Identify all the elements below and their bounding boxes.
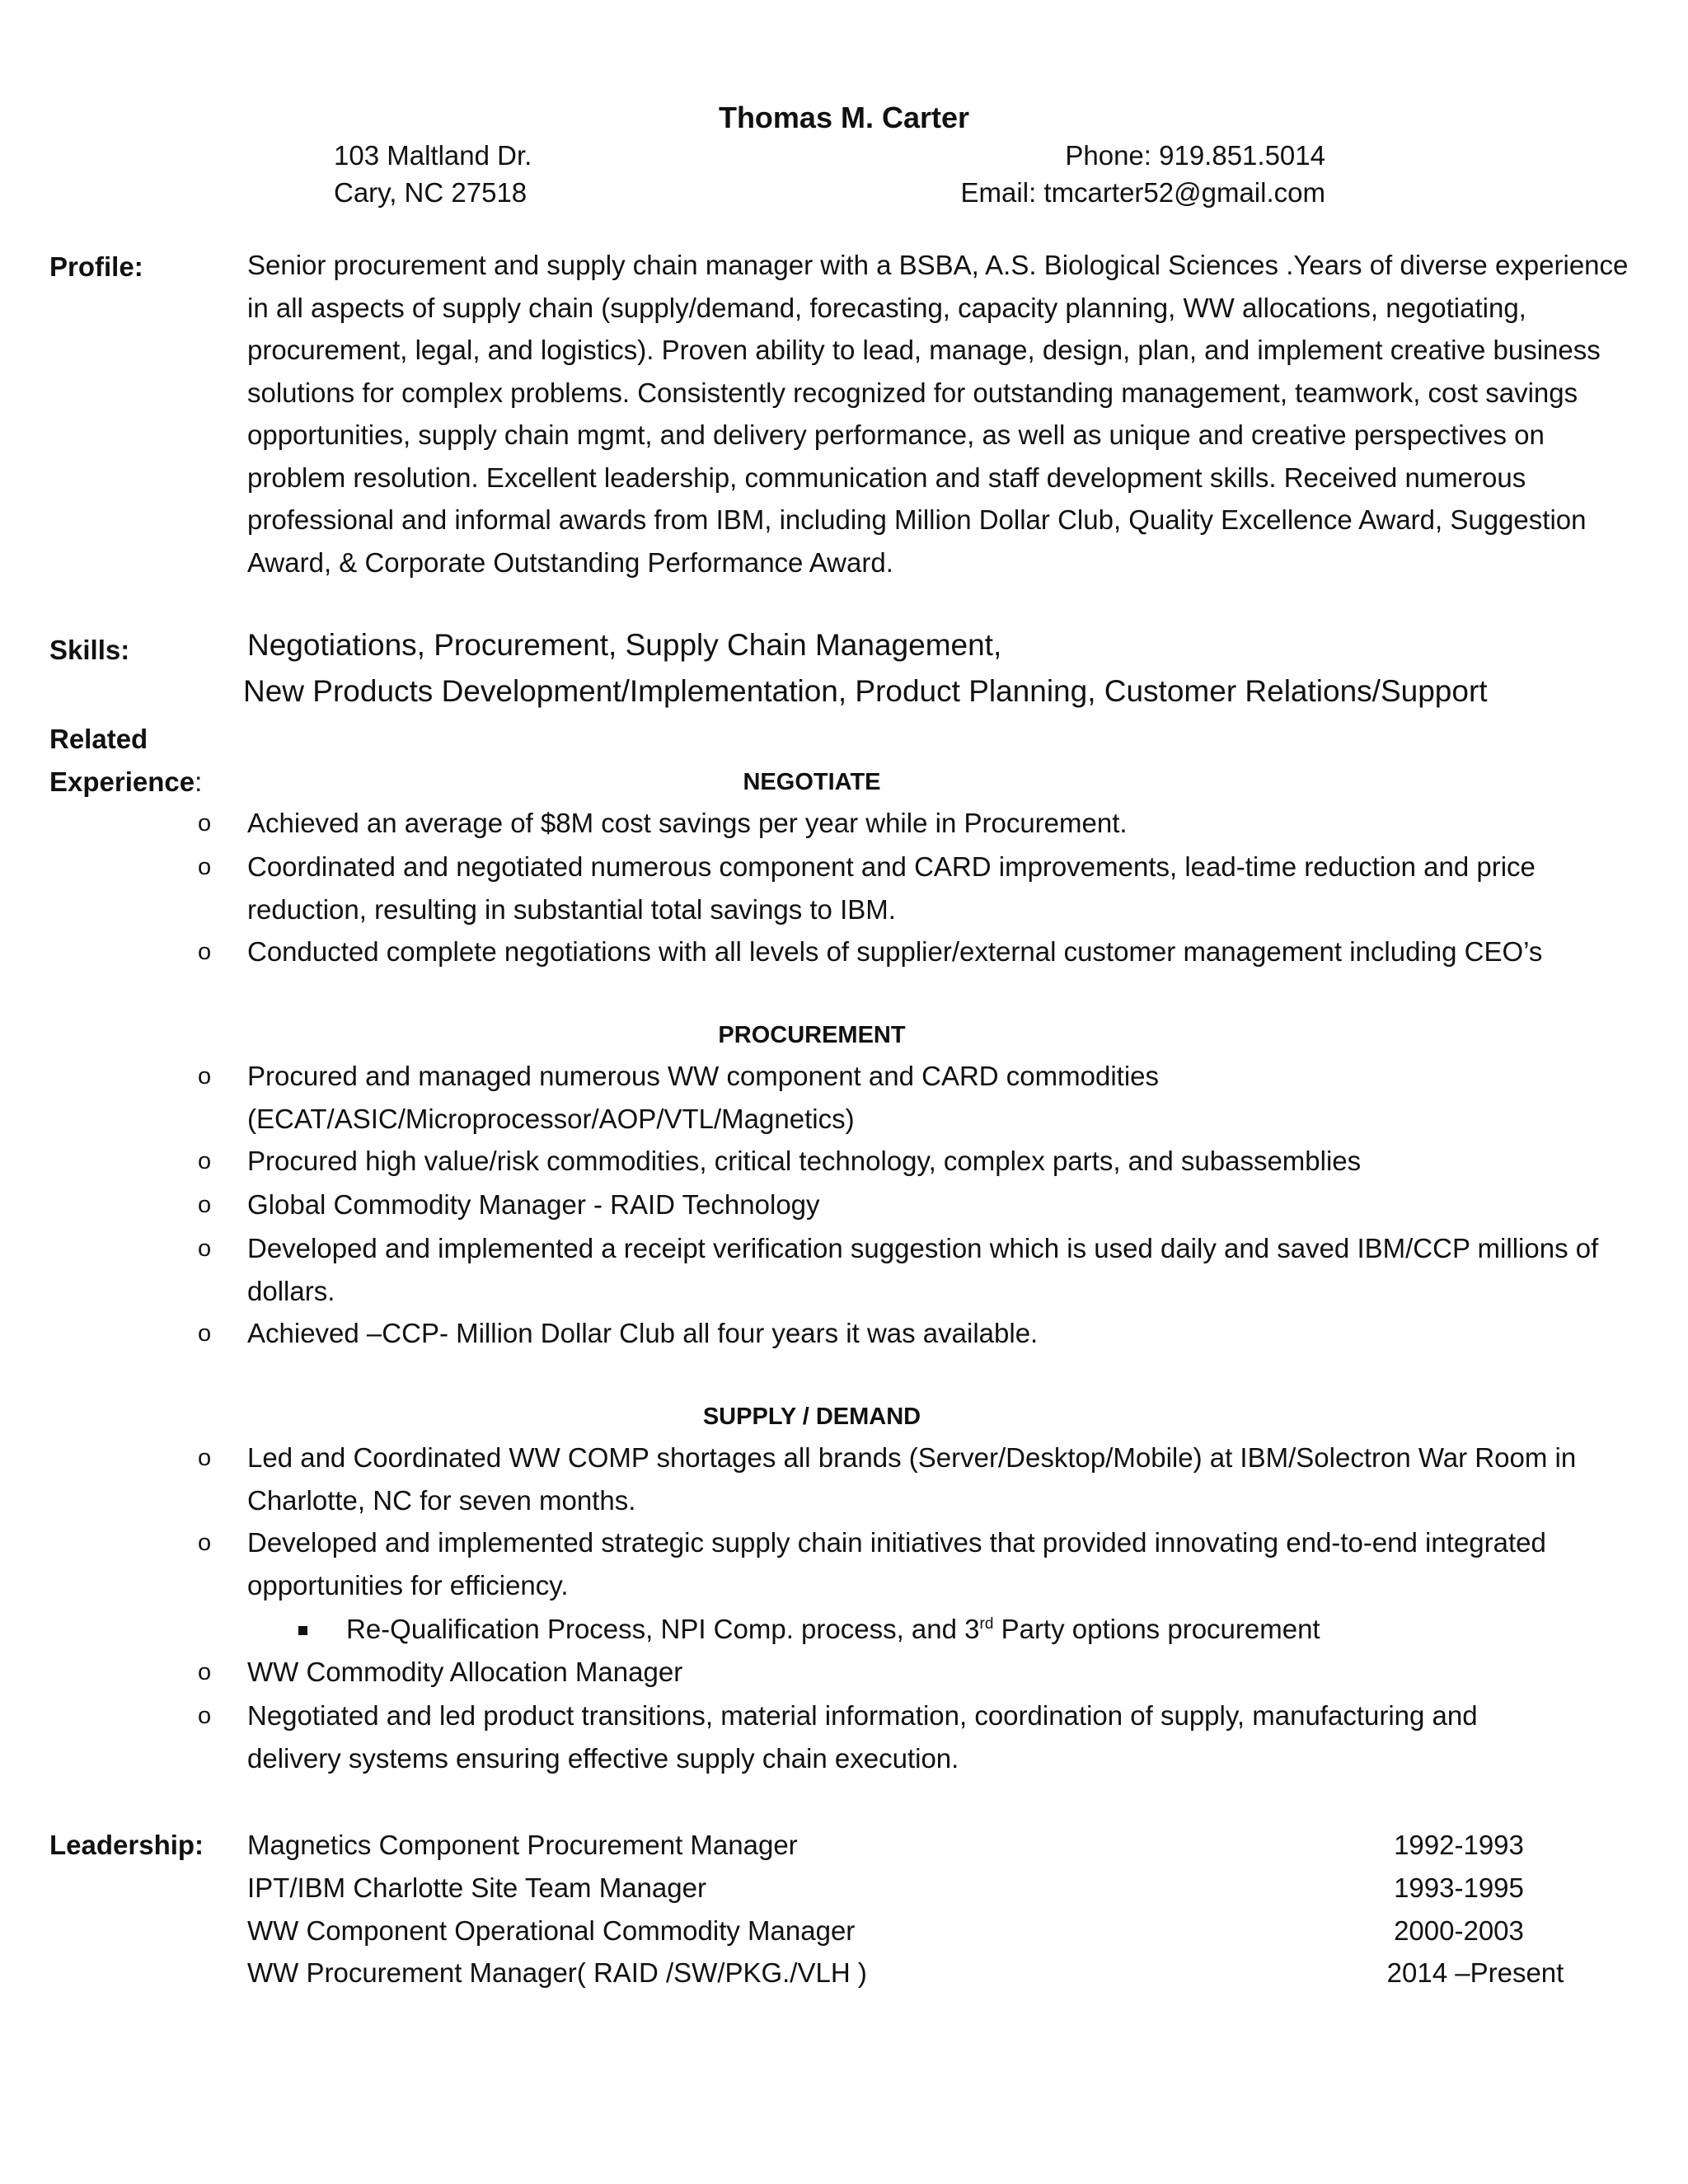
skills-line2: New Products Development/Implementation, Product Planning, Customer Relations/Support xyxy=(243,674,1488,708)
leadership-years: 1992-1993 xyxy=(1394,1830,1524,1860)
sub-list-item xyxy=(346,1614,1320,1645)
bullet-icon: o xyxy=(198,1192,212,1218)
list-item: Coordinated and negotiated numerous component and CARD improvements, lead-time reduction and price xyxy=(247,851,1536,882)
bullet-icon: o xyxy=(198,1530,212,1556)
list-item-continuation: delivery systems ensuring effective supply chain execution. xyxy=(247,1743,959,1774)
list-item: Led and Coordinated WW COMP shortages all brands (Server/Desktop/Mobile) at IBM/Solectron War Room in xyxy=(247,1442,1577,1473)
leadership-years: 1993-1995 xyxy=(1394,1872,1524,1903)
list-item-continuation: dollars. xyxy=(247,1276,335,1306)
bullet-icon: o xyxy=(198,939,212,965)
bullet-icon: o xyxy=(198,1320,212,1347)
experience-label-colon: : xyxy=(195,766,203,797)
leadership-label: Leadership: xyxy=(49,1830,204,1860)
address-line1: 103 Maltland Dr. xyxy=(334,140,532,171)
leadership-years: 2014 –Present xyxy=(1386,1957,1564,1988)
resume-name: Thomas M. Carter xyxy=(718,101,970,134)
leadership-role: IPT/IBM Charlotte Site Team Manager xyxy=(247,1872,706,1903)
leadership-role: WW Procurement Manager( RAID /SW/PKG./VLH ) xyxy=(247,1957,867,1988)
experience-label-line1: Related xyxy=(49,724,148,754)
list-item: Conducted complete negotiations with all levels of supplier/external customer management including CEO’s xyxy=(247,936,1543,967)
list-item: Procured high value/risk commodities, critical technology, complex parts, and subassemblies xyxy=(247,1146,1362,1176)
list-item-continuation: opportunities for efficiency. xyxy=(247,1570,569,1601)
section-heading-supply-demand: SUPPLY / DEMAND xyxy=(702,1404,921,1430)
bullet-icon: o xyxy=(198,1063,212,1090)
list-item-continuation: (ECAT/ASIC/Microprocessor/AOP/VTL/Magnetics) xyxy=(247,1104,855,1134)
skills-label: Skills: xyxy=(49,635,130,665)
phone: Phone: 919.851.5014 xyxy=(1065,140,1325,171)
list-item: Developed and implemented strategic supply chain initiatives that provided innovating end-to-end integrated xyxy=(247,1527,1546,1558)
bullet-icon: o xyxy=(198,1445,212,1471)
list-item-continuation: Charlotte, NC for seven months. xyxy=(247,1485,636,1516)
bullet-icon: o xyxy=(198,810,212,837)
bullet-icon: o xyxy=(198,1703,212,1729)
section-heading-negotiate: NEGOTIATE xyxy=(743,769,881,795)
bullet-icon: o xyxy=(198,1148,212,1174)
bullet-icon: o xyxy=(198,1659,212,1685)
leadership-years: 2000-2003 xyxy=(1394,1915,1524,1946)
list-item: Achieved an average of $8M cost savings per year while in Procurement. xyxy=(247,808,1128,838)
profile-label: Profile: xyxy=(49,251,143,282)
leadership-role: WW Component Operational Commodity Manager xyxy=(247,1915,856,1946)
sub-item-text-end: Party options procurement xyxy=(993,1614,1320,1644)
experience-label-line2: Experience xyxy=(49,766,195,797)
bullet-icon: o xyxy=(198,854,212,880)
square-bullet-icon xyxy=(298,1626,307,1635)
section-heading-procurement: PROCUREMENT xyxy=(718,1022,906,1048)
list-item: Achieved –CCP- Million Dollar Club all four years it was available. xyxy=(247,1318,1039,1348)
list-item: WW Commodity Allocation Manager xyxy=(247,1657,683,1687)
sub-item-superscript: rd xyxy=(979,1615,994,1633)
list-item-continuation: reduction, resulting in substantial total savings to IBM. xyxy=(247,894,896,925)
email: Email: tmcarter52@gmail.com xyxy=(960,177,1325,208)
profile-text: Senior procurement and supply chain manager with a BSBA, A.S. Biological Sciences .Years of diverse experience in all aspects of supply chain (supply/demand, forecasting, capacity planning, WW allocations, negotiating, procurement, legal, and logistics). Proven ability to lead, manage, design, plan, and implement creative business solutions for complex problems. Consistently recognized for outstanding management, teamwork, cost savings opportunities, supply chain mgmt, and delivery performance, as well as unique and creative perspectives on problem resolution. Excellent leadership, communication and staff development skills. Received numerous professional and informal awards from IBM, including Million Dollar Club, Quality Excellence Award, Suggestion Award, & Corporate Outstanding Performance Award. xyxy=(247,250,1629,578)
list-item: Global Commodity Manager - RAID Technology xyxy=(247,1189,820,1220)
list-item: Procured and managed numerous WW component and CARD commodities xyxy=(247,1061,1160,1091)
sub-item-text: Re-Qualification Process, NPI Comp. process, and 3 xyxy=(346,1614,980,1644)
leadership-role: Magnetics Component Procurement Manager xyxy=(247,1830,798,1860)
list-item: Developed and implemented a receipt verification suggestion which is used daily and saved IBM/CCP millions of xyxy=(247,1233,1599,1263)
bullet-icon: o xyxy=(198,1235,212,1262)
list-item: Negotiated and led product transitions, material information, coordination of supply, manufacturing and xyxy=(247,1700,1478,1731)
address-line2: Cary, NC 27518 xyxy=(334,177,528,208)
skills-line1: Negotiations, Procurement, Supply Chain Management, xyxy=(247,628,1002,662)
